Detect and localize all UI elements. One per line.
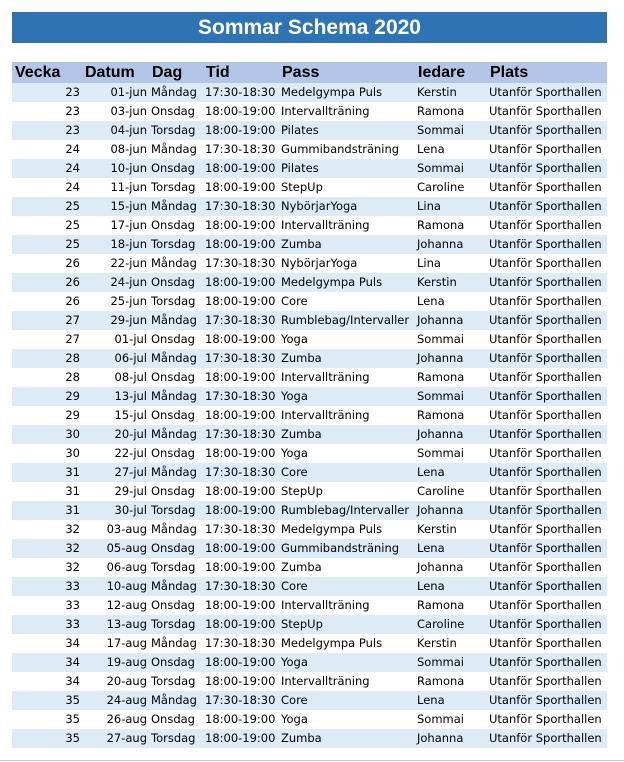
- table-row: [12, 349, 607, 368]
- cell-day: Måndag: [149, 634, 203, 653]
- cell-week: 26: [12, 254, 82, 273]
- cell-time: 17:30-18:30: [203, 520, 279, 539]
- table-row: [12, 710, 607, 729]
- cell-time: 18:00-19:00: [203, 102, 279, 121]
- cell-pass: Medelgympa Puls: [279, 273, 415, 292]
- cell-time: 18:00-19:00: [203, 710, 279, 729]
- table-row: [12, 539, 607, 558]
- cell-week: 25: [12, 197, 82, 216]
- cell-pass: Pilates: [279, 159, 415, 178]
- cell-date: 15-jun: [82, 197, 149, 216]
- cell-time: 18:00-19:00: [203, 539, 279, 558]
- table-row: [12, 729, 607, 748]
- cell-time: 18:00-19:00: [203, 216, 279, 235]
- cell-place: Utanför Sporthallen: [487, 539, 607, 558]
- cell-week: 25: [12, 216, 82, 235]
- table-row: [12, 330, 607, 349]
- cell-week: 30: [12, 425, 82, 444]
- cell-time: 18:00-19:00: [203, 653, 279, 672]
- cell-day: Måndag: [149, 387, 203, 406]
- cell-pass: Rumblebag/Intervaller: [279, 311, 415, 330]
- cell-day: Måndag: [149, 311, 203, 330]
- cell-date: 06-aug: [82, 558, 149, 577]
- cell-pass: Intervallträning: [279, 216, 415, 235]
- cell-place: Utanför Sporthallen: [487, 406, 607, 425]
- cell-time: 18:00-19:00: [203, 159, 279, 178]
- cell-day: Måndag: [149, 691, 203, 710]
- header-leader: Iedare: [415, 62, 487, 83]
- cell-week: 24: [12, 159, 82, 178]
- cell-time: 18:00-19:00: [203, 368, 279, 387]
- cell-pass: StepUp: [279, 482, 415, 501]
- cell-leader: Lena: [415, 539, 487, 558]
- cell-week: 31: [12, 501, 82, 520]
- table-row: [12, 83, 607, 102]
- cell-leader: Lina: [415, 254, 487, 273]
- cell-date: 30-jul: [82, 501, 149, 520]
- cell-date: 17-aug: [82, 634, 149, 653]
- table-row: [12, 558, 607, 577]
- cell-date: 22-jun: [82, 254, 149, 273]
- cell-day: Måndag: [149, 520, 203, 539]
- cell-week: 30: [12, 444, 82, 463]
- cell-time: 18:00-19:00: [203, 615, 279, 634]
- cell-leader: Sommai: [415, 710, 487, 729]
- cell-time: 17:30-18:30: [203, 197, 279, 216]
- cell-week: 33: [12, 596, 82, 615]
- cell-date: 18-jun: [82, 235, 149, 254]
- cell-week: 34: [12, 653, 82, 672]
- cell-place: Utanför Sporthallen: [487, 159, 607, 178]
- page-title: Sommar Schema 2020: [12, 12, 607, 43]
- table-row: [12, 216, 607, 235]
- cell-date: 10-aug: [82, 577, 149, 596]
- cell-pass: Core: [279, 292, 415, 311]
- cell-week: 34: [12, 634, 82, 653]
- cell-pass: Yoga: [279, 387, 415, 406]
- cell-leader: Sommai: [415, 159, 487, 178]
- cell-date: 22-jul: [82, 444, 149, 463]
- cell-place: Utanför Sporthallen: [487, 596, 607, 615]
- cell-leader: Johanna: [415, 425, 487, 444]
- cell-place: Utanför Sporthallen: [487, 83, 607, 102]
- cell-day: Torsdag: [149, 121, 203, 140]
- cell-date: 12-aug: [82, 596, 149, 615]
- cell-leader: Caroline: [415, 615, 487, 634]
- cell-day: Torsdag: [149, 292, 203, 311]
- cell-place: Utanför Sporthallen: [487, 729, 607, 748]
- table-row: [12, 596, 607, 615]
- cell-place: Utanför Sporthallen: [487, 577, 607, 596]
- cell-day: Måndag: [149, 463, 203, 482]
- cell-time: 17:30-18:30: [203, 254, 279, 273]
- cell-pass: Core: [279, 577, 415, 596]
- cell-pass: Yoga: [279, 653, 415, 672]
- table-row: [12, 615, 607, 634]
- cell-day: Torsdag: [149, 672, 203, 691]
- cell-leader: Johanna: [415, 235, 487, 254]
- table-row: [12, 102, 607, 121]
- cell-pass: Gummibandsträning: [279, 539, 415, 558]
- cell-week: 32: [12, 558, 82, 577]
- cell-date: 03-aug: [82, 520, 149, 539]
- cell-leader: Lena: [415, 463, 487, 482]
- cell-week: 26: [12, 273, 82, 292]
- cell-day: Måndag: [149, 83, 203, 102]
- table-row: [12, 444, 607, 463]
- schedule-table: [12, 62, 607, 748]
- cell-place: Utanför Sporthallen: [487, 102, 607, 121]
- cell-week: 24: [12, 178, 82, 197]
- cell-day: Måndag: [149, 577, 203, 596]
- cell-day: Måndag: [149, 425, 203, 444]
- cell-week: 28: [12, 368, 82, 387]
- cell-time: 18:00-19:00: [203, 482, 279, 501]
- cell-day: Onsdag: [149, 406, 203, 425]
- cell-leader: Kerstin: [415, 273, 487, 292]
- cell-leader: Johanna: [415, 729, 487, 748]
- cell-leader: Johanna: [415, 349, 487, 368]
- cell-date: 17-jun: [82, 216, 149, 235]
- table-row: [12, 311, 607, 330]
- cell-place: Utanför Sporthallen: [487, 330, 607, 349]
- table-row: [12, 140, 607, 159]
- cell-day: Onsdag: [149, 368, 203, 387]
- cell-time: 17:30-18:30: [203, 691, 279, 710]
- cell-pass: Rumblebag/Intervaller: [279, 501, 415, 520]
- cell-date: 11-jun: [82, 178, 149, 197]
- cell-date: 06-jul: [82, 349, 149, 368]
- cell-date: 20-jul: [82, 425, 149, 444]
- cell-week: 32: [12, 520, 82, 539]
- header-time: Tid: [203, 62, 279, 83]
- cell-pass: NybörjarYoga: [279, 254, 415, 273]
- cell-week: 31: [12, 463, 82, 482]
- cell-time: 18:00-19:00: [203, 178, 279, 197]
- cell-time: 18:00-19:00: [203, 729, 279, 748]
- cell-time: 17:30-18:30: [203, 425, 279, 444]
- cell-place: Utanför Sporthallen: [487, 425, 607, 444]
- table-row: [12, 653, 607, 672]
- cell-week: 29: [12, 406, 82, 425]
- cell-time: 18:00-19:00: [203, 235, 279, 254]
- table-row: [12, 425, 607, 444]
- cell-date: 24-jun: [82, 273, 149, 292]
- cell-day: Torsdag: [149, 501, 203, 520]
- table-row: [12, 672, 607, 691]
- cell-pass: Zumba: [279, 425, 415, 444]
- cell-leader: Caroline: [415, 178, 487, 197]
- cell-day: Onsdag: [149, 273, 203, 292]
- cell-week: 24: [12, 140, 82, 159]
- cell-date: 27-aug: [82, 729, 149, 748]
- cell-day: Torsdag: [149, 729, 203, 748]
- cell-leader: Kerstin: [415, 83, 487, 102]
- cell-place: Utanför Sporthallen: [487, 349, 607, 368]
- cell-date: 20-aug: [82, 672, 149, 691]
- cell-place: Utanför Sporthallen: [487, 140, 607, 159]
- cell-time: 17:30-18:30: [203, 634, 279, 653]
- cell-week: 33: [12, 577, 82, 596]
- cell-pass: Zumba: [279, 729, 415, 748]
- cell-week: 26: [12, 292, 82, 311]
- cell-pass: Yoga: [279, 710, 415, 729]
- cell-pass: Intervallträning: [279, 672, 415, 691]
- cell-week: 23: [12, 102, 82, 121]
- cell-week: 23: [12, 83, 82, 102]
- cell-week: 27: [12, 311, 82, 330]
- cell-leader: Sommai: [415, 387, 487, 406]
- cell-pass: Gummibandsträning: [279, 140, 415, 159]
- cell-pass: Zumba: [279, 558, 415, 577]
- cell-leader: Lena: [415, 691, 487, 710]
- cell-leader: Ramona: [415, 596, 487, 615]
- cell-place: Utanför Sporthallen: [487, 634, 607, 653]
- cell-leader: Johanna: [415, 311, 487, 330]
- header-week: Vecka: [12, 62, 82, 83]
- cell-date: 29-jun: [82, 311, 149, 330]
- cell-leader: Sommai: [415, 653, 487, 672]
- cell-date: 10-jun: [82, 159, 149, 178]
- cell-day: Onsdag: [149, 482, 203, 501]
- cell-pass: Medelgympa Puls: [279, 83, 415, 102]
- cell-day: Onsdag: [149, 330, 203, 349]
- table-row: [12, 482, 607, 501]
- cell-time: 17:30-18:30: [203, 387, 279, 406]
- cell-time: 18:00-19:00: [203, 558, 279, 577]
- cell-place: Utanför Sporthallen: [487, 691, 607, 710]
- table-row: [12, 463, 607, 482]
- cell-leader: Ramona: [415, 102, 487, 121]
- table-row: [12, 577, 607, 596]
- cell-place: Utanför Sporthallen: [487, 653, 607, 672]
- cell-week: 34: [12, 672, 82, 691]
- cell-day: Onsdag: [149, 444, 203, 463]
- cell-date: 26-aug: [82, 710, 149, 729]
- cell-date: 27-jul: [82, 463, 149, 482]
- cell-pass: Intervallträning: [279, 368, 415, 387]
- cell-week: 31: [12, 482, 82, 501]
- cell-place: Utanför Sporthallen: [487, 216, 607, 235]
- cell-place: Utanför Sporthallen: [487, 387, 607, 406]
- cell-pass: Intervallträning: [279, 102, 415, 121]
- cell-time: 17:30-18:30: [203, 311, 279, 330]
- cell-place: Utanför Sporthallen: [487, 273, 607, 292]
- table-header: [12, 62, 607, 83]
- cell-week: 27: [12, 330, 82, 349]
- cell-pass: Core: [279, 463, 415, 482]
- cell-place: Utanför Sporthallen: [487, 672, 607, 691]
- table-row: [12, 406, 607, 425]
- cell-time: 18:00-19:00: [203, 406, 279, 425]
- cell-day: Onsdag: [149, 159, 203, 178]
- cell-leader: Sommai: [415, 121, 487, 140]
- table-row: [12, 121, 607, 140]
- table-row: [12, 197, 607, 216]
- cell-week: 23: [12, 121, 82, 140]
- cell-pass: Intervallträning: [279, 596, 415, 615]
- cell-place: Utanför Sporthallen: [487, 520, 607, 539]
- cell-pass: Intervallträning: [279, 406, 415, 425]
- cell-pass: Zumba: [279, 349, 415, 368]
- cell-place: Utanför Sporthallen: [487, 178, 607, 197]
- cell-leader: Johanna: [415, 558, 487, 577]
- cell-time: 17:30-18:30: [203, 140, 279, 159]
- cell-pass: Yoga: [279, 330, 415, 349]
- cell-pass: Core: [279, 691, 415, 710]
- cell-date: 04-jun: [82, 121, 149, 140]
- cell-date: 25-jun: [82, 292, 149, 311]
- cell-pass: StepUp: [279, 178, 415, 197]
- cell-day: Onsdag: [149, 216, 203, 235]
- cell-date: 08-jul: [82, 368, 149, 387]
- cell-date: 13-aug: [82, 615, 149, 634]
- table-row: [12, 254, 607, 273]
- cell-pass: Medelgympa Puls: [279, 634, 415, 653]
- cell-leader: Ramona: [415, 406, 487, 425]
- table-row: [12, 292, 607, 311]
- cell-leader: Lena: [415, 292, 487, 311]
- cell-place: Utanför Sporthallen: [487, 311, 607, 330]
- cell-place: Utanför Sporthallen: [487, 368, 607, 387]
- cell-pass: Zumba: [279, 235, 415, 254]
- cell-date: 01-jun: [82, 83, 149, 102]
- table-body: [12, 83, 607, 748]
- cell-day: Torsdag: [149, 235, 203, 254]
- table-row: [12, 235, 607, 254]
- cell-place: Utanför Sporthallen: [487, 197, 607, 216]
- cell-week: 32: [12, 539, 82, 558]
- cell-week: 25: [12, 235, 82, 254]
- cell-time: 18:00-19:00: [203, 596, 279, 615]
- cell-leader: Lina: [415, 197, 487, 216]
- cell-leader: Sommai: [415, 330, 487, 349]
- header-place: Plats: [487, 62, 607, 83]
- table-row: [12, 368, 607, 387]
- cell-date: 29-jul: [82, 482, 149, 501]
- table-row: [12, 520, 607, 539]
- cell-place: Utanför Sporthallen: [487, 121, 607, 140]
- cell-place: Utanför Sporthallen: [487, 482, 607, 501]
- cell-week: 35: [12, 710, 82, 729]
- cell-leader: Ramona: [415, 672, 487, 691]
- cell-leader: Sommai: [415, 444, 487, 463]
- table-row: [12, 501, 607, 520]
- cell-pass: Yoga: [279, 444, 415, 463]
- cell-time: 17:30-18:30: [203, 349, 279, 368]
- cell-time: 18:00-19:00: [203, 501, 279, 520]
- cell-leader: Ramona: [415, 368, 487, 387]
- cell-date: 15-jul: [82, 406, 149, 425]
- cell-leader: Johanna: [415, 501, 487, 520]
- table-row: [12, 634, 607, 653]
- cell-day: Måndag: [149, 140, 203, 159]
- cell-leader: Ramona: [415, 216, 487, 235]
- cell-time: 18:00-19:00: [203, 292, 279, 311]
- cell-time: 18:00-19:00: [203, 672, 279, 691]
- table-row: [12, 273, 607, 292]
- cell-day: Torsdag: [149, 615, 203, 634]
- cell-date: 13-jul: [82, 387, 149, 406]
- cell-day: Torsdag: [149, 178, 203, 197]
- cell-week: 35: [12, 691, 82, 710]
- cell-day: Torsdag: [149, 558, 203, 577]
- table-row: [12, 178, 607, 197]
- cell-place: Utanför Sporthallen: [487, 615, 607, 634]
- cell-place: Utanför Sporthallen: [487, 254, 607, 273]
- table-row: [12, 387, 607, 406]
- bottom-divider: [0, 760, 624, 761]
- cell-time: 18:00-19:00: [203, 121, 279, 140]
- cell-week: 28: [12, 349, 82, 368]
- cell-date: 19-aug: [82, 653, 149, 672]
- cell-leader: Kerstin: [415, 520, 487, 539]
- cell-leader: Lena: [415, 140, 487, 159]
- cell-day: Onsdag: [149, 102, 203, 121]
- cell-date: 03-jun: [82, 102, 149, 121]
- cell-leader: Lena: [415, 577, 487, 596]
- cell-place: Utanför Sporthallen: [487, 558, 607, 577]
- cell-pass: StepUp: [279, 615, 415, 634]
- cell-week: 35: [12, 729, 82, 748]
- cell-time: 18:00-19:00: [203, 444, 279, 463]
- cell-day: Onsdag: [149, 710, 203, 729]
- table-row: [12, 159, 607, 178]
- cell-week: 29: [12, 387, 82, 406]
- cell-day: Onsdag: [149, 653, 203, 672]
- cell-time: 17:30-18:30: [203, 463, 279, 482]
- cell-day: Måndag: [149, 254, 203, 273]
- cell-date: 05-aug: [82, 539, 149, 558]
- cell-place: Utanför Sporthallen: [487, 235, 607, 254]
- cell-date: 08-jun: [82, 140, 149, 159]
- cell-place: Utanför Sporthallen: [487, 501, 607, 520]
- header-date: Datum: [82, 62, 149, 83]
- cell-date: 01-jul: [82, 330, 149, 349]
- cell-time: 17:30-18:30: [203, 577, 279, 596]
- cell-place: Utanför Sporthallen: [487, 444, 607, 463]
- header-day: Dag: [149, 62, 203, 83]
- cell-pass: NybörjarYoga: [279, 197, 415, 216]
- cell-pass: Pilates: [279, 121, 415, 140]
- header-pass: Pass: [279, 62, 415, 83]
- cell-leader: Kerstin: [415, 634, 487, 653]
- cell-day: Måndag: [149, 349, 203, 368]
- cell-time: 18:00-19:00: [203, 330, 279, 349]
- header-row: [12, 62, 607, 83]
- cell-time: 17:30-18:30: [203, 83, 279, 102]
- cell-place: Utanför Sporthallen: [487, 463, 607, 482]
- cell-day: Onsdag: [149, 539, 203, 558]
- table-row: [12, 691, 607, 710]
- cell-date: 24-aug: [82, 691, 149, 710]
- cell-place: Utanför Sporthallen: [487, 710, 607, 729]
- cell-day: Måndag: [149, 197, 203, 216]
- cell-time: 18:00-19:00: [203, 273, 279, 292]
- cell-pass: Medelgympa Puls: [279, 520, 415, 539]
- cell-week: 33: [12, 615, 82, 634]
- cell-place: Utanför Sporthallen: [487, 292, 607, 311]
- cell-leader: Caroline: [415, 482, 487, 501]
- cell-day: Onsdag: [149, 596, 203, 615]
